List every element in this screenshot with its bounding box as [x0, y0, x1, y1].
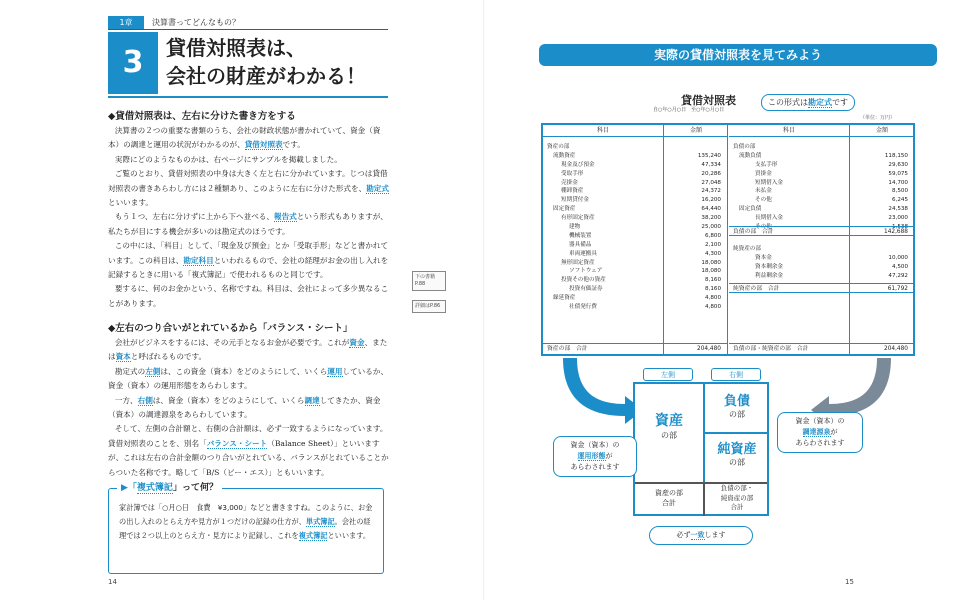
bs-row: [543, 241, 727, 250]
keyword: 調達: [304, 395, 320, 405]
column-text: [119, 501, 377, 543]
keyword: 運用: [327, 366, 343, 376]
bs-row: [543, 285, 727, 294]
keyword: 単式簿記: [305, 517, 335, 526]
text: 勘定式の: [114, 366, 146, 376]
text: してきたか、資金（資本）の調達源泉をあらわしています。: [108, 395, 381, 420]
bs-row-label: 固定負債: [739, 206, 762, 213]
text: といわれるもので、会社の経理がお金の出し入れを記録するときに用いる「複式簿記」で使われるものと同じです。: [108, 255, 389, 280]
right-total-label: 負債の部・純資産の部 合計: [733, 346, 809, 352]
col-item-header: 科目: [596, 127, 609, 134]
bs-row: [729, 272, 914, 281]
bs-row-value: 47,334: [701, 161, 721, 168]
text: 、または: [108, 338, 388, 362]
liabilities-side: [729, 125, 914, 354]
keyword: 勘定式: [366, 183, 389, 193]
bs-title: 貸借対照表: [681, 94, 736, 107]
liabilities-cell-sub: の部: [729, 410, 745, 419]
margin-note-2: 詳細はP.86: [412, 300, 446, 313]
right-note: [777, 412, 863, 453]
bs-row-label: 短期借入金: [755, 179, 783, 186]
text: 必ず: [676, 531, 691, 539]
bs-row-value: 135,240: [697, 152, 721, 159]
bs-row-label: 負債の部: [733, 144, 756, 150]
bs-row-label: 器具備品: [569, 241, 592, 248]
text: は、資金（資本）をどのようにして、いくら: [152, 395, 305, 405]
liabilities-total-value: 142,688: [884, 229, 908, 235]
text: といいます。: [327, 531, 371, 540]
text: この中には、「科目」として、「現金及び預金」とか「受取手形」などと書かれています。この科目は、: [108, 241, 389, 265]
assets-total-value: 204,480: [697, 346, 721, 352]
bs-row-value: 2,100: [704, 241, 721, 248]
diagram-box: [633, 382, 769, 516]
paragraph-3: [108, 167, 390, 210]
bs-row-label: 無形固定資産: [561, 259, 595, 266]
bs-row-value: 38,200: [701, 215, 721, 222]
bs-row: [543, 267, 727, 276]
text: しているか、資金（資本）の運用形態をあらわします。: [108, 366, 389, 391]
bs-row-value: 4,800: [704, 304, 721, 311]
bs-row: [543, 259, 727, 268]
keyword: バランス・シート: [206, 438, 268, 448]
text: といいます。: [108, 198, 153, 208]
bs-row-value: 16,200: [701, 197, 721, 204]
chapter-number: 1章: [108, 16, 144, 29]
bs-row-value: 8,160: [704, 277, 721, 284]
format-callout: [761, 94, 855, 111]
paragraph-10: [108, 422, 390, 480]
net-assets-rows: [729, 245, 914, 281]
text: は、この資金（資本）をどのようにして、いくら: [160, 366, 328, 376]
bs-row: [543, 232, 727, 241]
bs-row-label: その他: [755, 197, 772, 204]
bs-row-label: 投資有価証券: [569, 286, 603, 293]
keyword: 資金: [349, 338, 365, 347]
bs-row-value: 18,080: [701, 259, 721, 266]
col-amount-header: 金額: [849, 125, 914, 137]
bottom-note: [649, 526, 753, 545]
keyword: 資本: [115, 352, 131, 362]
balance-sheet-table: [541, 123, 915, 356]
text: が あらわされます: [795, 428, 845, 447]
keyword: 左側: [145, 366, 161, 376]
text: ご覧のとおり、貸借対照表の中身は大きく左と右に分かれています。じつは貸借対照表の書きあらわし方には２種類あり、このように左右に分けた形式を、: [108, 169, 388, 193]
keyword: 運用形態: [577, 452, 606, 460]
bs-row-label: 機械装置: [569, 232, 592, 239]
bs-row: [543, 294, 727, 303]
bs-row: [543, 161, 727, 170]
net-assets-cell: [705, 438, 769, 468]
paragraph-5: [108, 239, 390, 282]
chapter-header: [108, 16, 388, 30]
liabilities-header: [729, 125, 914, 137]
text: です。: [282, 140, 305, 150]
paragraph-2: 実際にどのようなものかは、右ページにサンプルを掲載しました。: [114, 154, 342, 164]
column-box: [108, 483, 384, 574]
page-number-right: 15: [845, 578, 854, 586]
bs-row: [729, 196, 914, 205]
bs-row-value: 24,372: [701, 188, 721, 195]
bs-row-value: 23,000: [888, 215, 908, 222]
bs-row: [729, 161, 914, 170]
text: 決算書の２つの重要な書類のうち、会社の財政状態が書かれていて、資金（資本）の調達と運用の状況がわかるのが、: [108, 126, 381, 150]
bs-row: [543, 303, 727, 312]
net-assets-cell-title: 純資産: [717, 442, 757, 457]
liabilities-rows: [729, 143, 914, 232]
bs-row-label: 受取手形: [561, 170, 584, 177]
bs-row-value: 4,800: [704, 295, 721, 302]
bs-row-label: 棚卸資産: [561, 188, 584, 195]
bs-row: [729, 263, 914, 272]
body-block-1: [108, 124, 390, 311]
paragraph-8: [108, 365, 390, 394]
right-side-label: 右側: [711, 368, 761, 381]
assets-cell: [635, 410, 703, 441]
bs-row-value: 6,245: [891, 197, 908, 204]
keyword: 勘定式: [808, 98, 832, 107]
right-sum-cell: 負債の部・ 純資産の部 合計: [720, 484, 754, 511]
bs-row: [543, 170, 727, 179]
keyword: 複式簿記: [136, 483, 173, 493]
text: という形式もありますが、私たちが目にする機会が多いのは勘定式のほうです。: [108, 212, 388, 236]
bs-row: [729, 143, 914, 152]
keyword: 勘定科目: [183, 255, 214, 265]
text: （Balance Sheet）」といいますが、これは左右の合計金額のつり合いがとれている、バランスがとれていることからついた名称です。略して「B/S（ビー・エス）」ともいいます。: [108, 438, 389, 477]
bs-row: [543, 143, 727, 152]
bs-row-value: 20,286: [701, 170, 721, 177]
section-title: [166, 34, 366, 90]
text: この形式は: [768, 98, 808, 107]
bs-row: [543, 196, 727, 205]
heading-2: ◆左右のつり合いがとれているから「バランス・シート」: [108, 323, 353, 334]
paragraph-1: [108, 124, 390, 153]
bs-row-value: 8,500: [891, 188, 908, 195]
bs-row-value: 29,630: [888, 161, 908, 168]
text: 。会社の経理では２つ以上のとらえ方・見方により記録し、これを: [119, 517, 371, 540]
bs-row-label: 有形固定資産: [561, 215, 595, 222]
bs-row-label: 車両運搬具: [569, 250, 597, 257]
assets-sum-cell: 資産の部 合計: [655, 489, 683, 507]
bs-row-label: 流動資産: [553, 152, 576, 159]
keyword: 貸借対照表: [244, 140, 283, 150]
bs-row: [729, 245, 914, 254]
section-number: 3: [108, 32, 158, 94]
paragraph-7: [108, 336, 390, 365]
bs-row-value: 24,538: [888, 206, 908, 213]
section-rule: [108, 96, 388, 98]
bs-row-label: 固定資産: [553, 206, 576, 213]
bs-row-label: 短期貸付金: [561, 197, 589, 204]
keyword: 調達源泉: [802, 428, 831, 436]
paragraph-6: 要するに、何のお金かという、名称ですね。科目は、会社によって多少異なることがあります。: [108, 284, 389, 308]
text: 会社がビジネスをするには、その元手となるお金が必要です。これが: [114, 338, 350, 347]
net-assets-cell-sub: の部: [729, 458, 745, 467]
diagram-divider: [703, 432, 769, 434]
bs-row-label: その他: [755, 224, 772, 231]
section-title-line1: 貸借対照表は、: [166, 36, 306, 60]
col-amount-header: 金額: [663, 125, 728, 137]
bs-row-label: 資本金: [755, 254, 772, 261]
assets-cell-sub: の部: [661, 431, 677, 440]
bs-row-label: 現金及び預金: [561, 161, 595, 168]
text: と呼ばれるものです。: [130, 352, 207, 362]
bs-row: [543, 187, 727, 196]
right-page: [485, 0, 970, 600]
right-total-value: 204,480: [884, 346, 908, 352]
left-arrow-icon: [563, 358, 643, 424]
text: 家計簿では「○月○日 食費 ¥3,000」などと書きますね。このように、お金の出し入れのとらえ方や見方が１つだけの記録の仕方が、: [119, 503, 373, 526]
bs-row: [543, 214, 727, 223]
left-note: [553, 436, 637, 477]
bs-row-value: 64,440: [701, 206, 721, 213]
page-number-left: 14: [108, 578, 117, 586]
banner: 実際の貸借対照表を見てみよう: [539, 44, 937, 66]
bs-row-label: 未払金: [755, 188, 772, 195]
net-assets-total-row: [729, 283, 914, 293]
text: 一方、: [114, 395, 138, 405]
bs-row-label: 長期借入金: [755, 215, 783, 222]
column-heading: [117, 480, 222, 493]
bs-row-value: 14,700: [888, 179, 908, 186]
text: そして、左側の合計額と、右側の合計額は、必ず一致するようになっています。貸借対照表のことを、別名「: [108, 424, 388, 448]
margin-note-1: 下の書籍P.88: [412, 271, 446, 291]
bs-row-value: 25,000: [701, 224, 721, 231]
bs-row-value: 4,300: [704, 250, 721, 257]
bs-row: [729, 205, 914, 214]
bs-dates: 自○年○月○日 至○年○月○日: [653, 107, 725, 113]
bs-row: [729, 254, 914, 263]
bs-row: [543, 152, 727, 161]
chapter-title: 決算書ってどんなもの？: [152, 18, 240, 27]
bs-row-value: 47,292: [888, 272, 908, 279]
bs-row-label: ソフトウェア: [569, 268, 603, 275]
bs-row-label: 純資産の部: [733, 246, 761, 252]
text: です: [832, 98, 848, 107]
bs-row-label: 支払手形: [755, 161, 778, 168]
text: 資金（資本）の: [570, 441, 620, 449]
assets-cell-title: 資産: [655, 413, 683, 429]
bs-row-label: 繰延資産: [553, 295, 576, 302]
bs-row: [729, 170, 914, 179]
heading-1: ◆貸借対照表は、左右に分けた書き方をする: [108, 111, 296, 122]
paragraph-4: [108, 210, 390, 239]
assets-rows: [543, 143, 727, 312]
text: 資金（資本）の: [795, 417, 845, 425]
unit-label: （単位：万円）: [860, 115, 896, 121]
bs-row-value: 8,160: [704, 286, 721, 293]
bs-row: [543, 223, 727, 232]
bs-row: [543, 205, 727, 214]
bs-row: [543, 250, 727, 259]
net-assets-total-label: 純資産の部 合計: [733, 286, 780, 292]
bs-row-value: 118,150: [884, 152, 908, 159]
keyword: 一致: [690, 531, 705, 539]
keyword: 報告式: [274, 212, 297, 222]
bs-row-label: 建物: [569, 224, 581, 231]
text: が あらわされます: [570, 452, 620, 471]
net-assets-total-value: 61,792: [887, 286, 908, 292]
liabilities-cell-title: 負債: [723, 394, 750, 409]
text: もう１つ、左右に分けずに上から下へ並べる、: [114, 212, 274, 222]
assets-total-label: 資産の部 合計: [547, 346, 588, 352]
assets-side: [543, 125, 728, 354]
body-block-2: [108, 336, 390, 480]
bs-row: [729, 179, 914, 188]
bs-row-label: 投資その他の資産: [561, 277, 606, 284]
bs-row-value: 1,538: [891, 224, 908, 231]
bs-row: [729, 214, 914, 223]
bs-row-label: 社債発行費: [569, 304, 597, 311]
bs-row-value: 18,080: [701, 268, 721, 275]
bs-row-label: 利益剰余金: [755, 272, 783, 279]
bs-row-value: 10,000: [888, 254, 908, 261]
paragraph-9: [108, 394, 390, 423]
liabilities-total-row: [729, 226, 914, 236]
col-item-header: 科目: [782, 127, 795, 134]
bs-row: [729, 152, 914, 161]
text: します: [704, 531, 726, 539]
liabilities-total-label: 負債の部 合計: [733, 229, 774, 235]
column-heading-prefix: ▶「: [121, 483, 137, 493]
bs-row-value: 59,075: [888, 170, 908, 177]
bs-row-label: 流動負債: [739, 152, 762, 159]
keyword: 複式簿記: [298, 531, 328, 540]
column-heading-suffix: 」って何？: [172, 483, 218, 493]
assets-header: [543, 125, 727, 137]
keyword: 右側: [137, 395, 153, 405]
section-title-line2: 会社の財産がわかる！: [166, 64, 366, 88]
liabilities-cell: [705, 390, 769, 420]
bs-row-label: 買掛金: [755, 170, 772, 177]
bs-row-label: 資産の部: [547, 144, 570, 150]
bs-row-label: 売掛金: [561, 179, 578, 186]
bs-row-value: 6,800: [704, 232, 721, 239]
bs-row: [543, 179, 727, 188]
bs-row: [729, 187, 914, 196]
left-side-label: 左側: [643, 368, 693, 381]
bs-row-value: 4,500: [891, 263, 908, 270]
bs-row-value: 27,048: [701, 179, 721, 186]
bs-row: [543, 276, 727, 285]
bs-row-label: 資本剰余金: [755, 263, 783, 270]
